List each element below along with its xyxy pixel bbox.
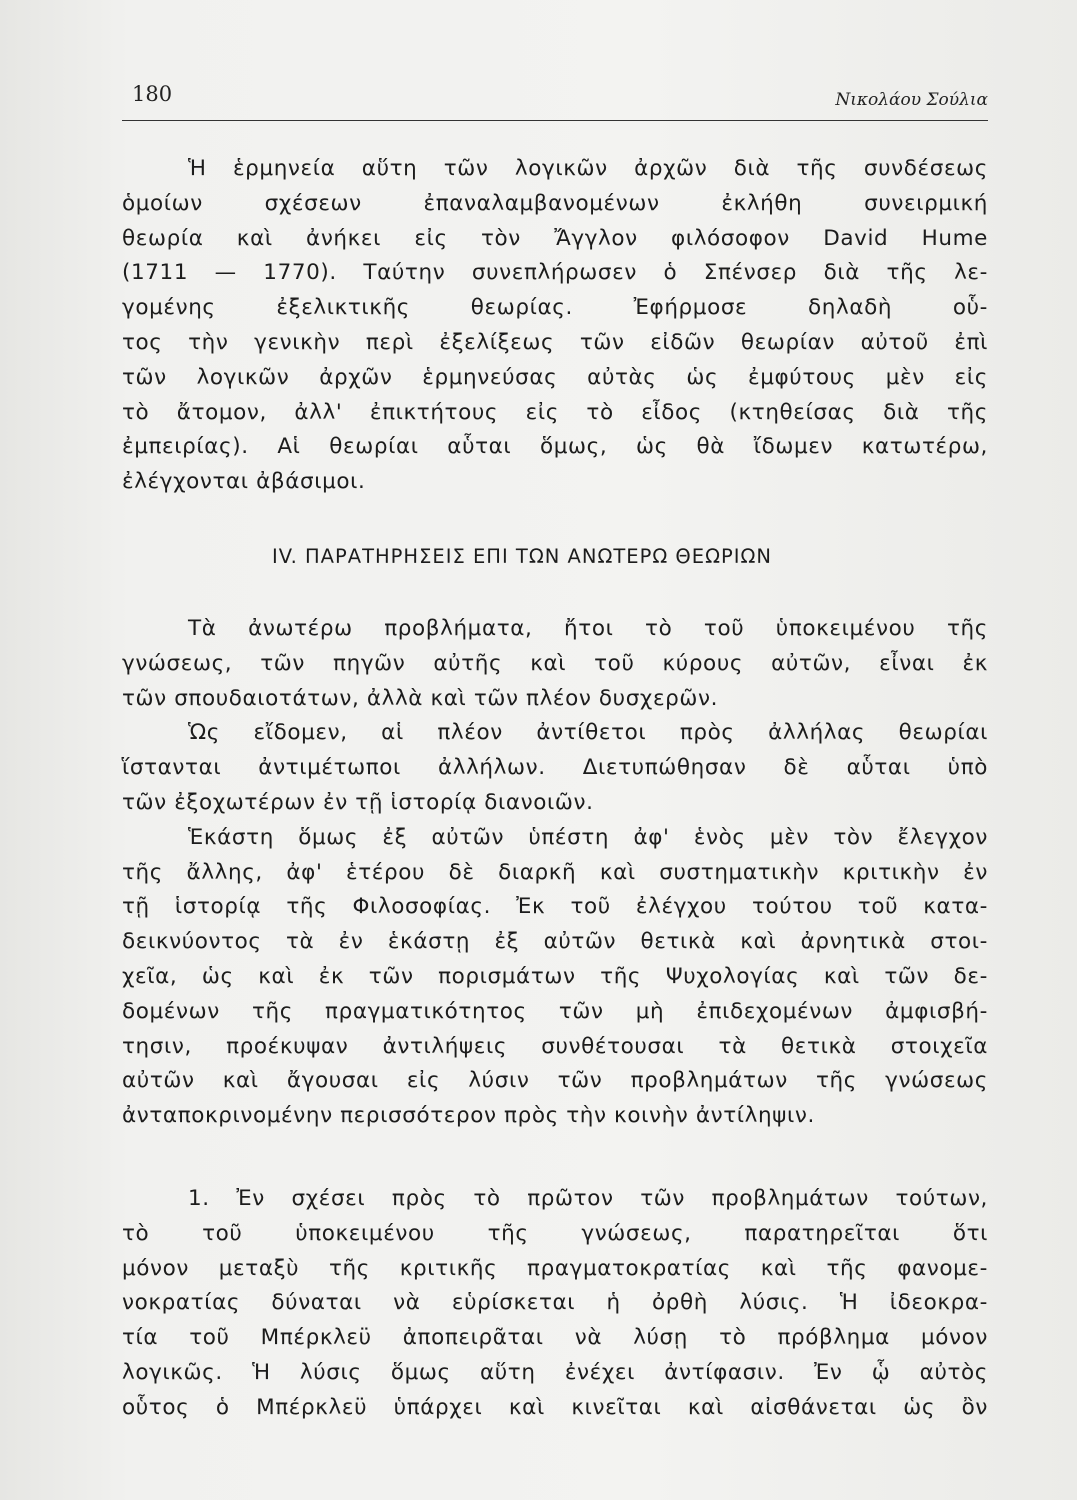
paragraph-2	[122, 612, 988, 716]
paragraph-4	[122, 821, 988, 1134]
text-line: νοκρατίας δύναται νὰ εὑρίσκεται ἡ ὀρθὴ λύσις. Ἡ ἰδεοκρα-	[122, 1290, 988, 1316]
text-line: ἐμπειρίας). Αἱ θεωρίαι αὗται ὅμως, ὡς θὰ ἴδωμεν κατωτέρω,	[122, 434, 988, 460]
running-head: Νικολάου Σούλια	[835, 90, 988, 110]
paragraph-5	[122, 1182, 988, 1426]
text-line: τησιν, προέκυψαν ἀντιλήψεις συνθέτουσαι τὰ θετικὰ στοιχεῖα	[122, 1033, 988, 1059]
text-line: Τὰ ἀνωτέρω προβλήματα, ἤτοι τὸ τοῦ ὑποκειμένου τῆς	[188, 616, 988, 641]
text-line: τία τοῦ Μπέρκλεϋ ἀποπειρᾶται νὰ λύσῃ τὸ πρόβλημα μόνον	[122, 1325, 988, 1351]
text-line: μόνον μεταξὺ τῆς κριτικῆς πραγματοκρατίας καὶ τῆς φανομε-	[122, 1255, 988, 1281]
paragraph-3	[122, 716, 988, 820]
paragraph-1	[122, 152, 988, 500]
text-line: τῆς ἄλλης, ἀφ' ἑτέρου δὲ διαρκῆ καὶ συστηματικὴν κριτικὴν ἐν	[122, 859, 988, 885]
text-line: δομένων τῆς πραγματικότητος τῶν μὴ ἐπιδεχομένων ἀμφισβή-	[122, 998, 988, 1024]
text-line: (1711 — 1770). Ταύτην συνεπλήρωσεν ὁ Σπένσερ διὰ τῆς λε-	[122, 260, 988, 286]
text-line: ὁμοίων σχέσεων ἐπαναλαμβανομένων ἐκλήθη συνειρμική	[122, 190, 988, 216]
text-line: Ἑκάστη ὅμως ἐξ αὐτῶν ὑπέστη ἀφ' ἑνὸς μὲν τὸν ἔλεγχον	[188, 824, 988, 850]
page-header	[122, 78, 988, 121]
text-line: ἀνταποκρινομένην περισσότερον πρὸς τὴν κοινὴν ἀντίληψιν.	[122, 1103, 815, 1129]
text-line: χεῖα, ὡς καὶ ἐκ τῶν πορισμάτων τῆς Ψυχολογίας καὶ τῶν δε-	[122, 963, 988, 989]
text-line: δεικνύοντος τὰ ἐν ἑκάστῃ ἐξ αὐτῶν θετικὰ καὶ ἀρνητικὰ στοι-	[122, 929, 988, 955]
page-body	[122, 152, 988, 500]
text-line: τῶν λογικῶν ἀρχῶν ἑρμηνεύσας αὐτὰς ὡς ἐμφύτους μὲν εἰς	[122, 364, 988, 390]
page-number: 180	[132, 82, 173, 106]
text-line: γομένης ἐξελικτικῆς θεωρίας. Ἐφήρμοσε δηλαδὴ οὗ-	[122, 295, 988, 321]
text-line: τῇ ἱστορίᾳ τῆς Φιλοσοφίας. Ἐκ τοῦ ἐλέγχου τούτου τοῦ κατα-	[122, 894, 988, 920]
text-line: ἵστανται ἀντιμέτωποι ἀλλήλων. Διετυπώθησαν δὲ αὗται ὑπὸ	[122, 755, 988, 781]
text-line: τῶν σπουδαιοτάτων, ἀλλὰ καὶ τῶν πλέον δυσχερῶν.	[122, 685, 719, 711]
text-line: οὗτος ὁ Μπέρκλεϋ ὑπάρχει καὶ κινεῖται καὶ αἰσθάνεται ὡς ὂν	[122, 1394, 988, 1420]
text-line: θεωρία καὶ ἀνήκει εἰς τὸν Ἄγγλον φιλόσοφον David Hume	[122, 225, 988, 251]
text-line: Ἡ ἑρμηνεία αὕτη τῶν λογικῶν ἀρχῶν διὰ τῆς συνδέσεως	[188, 156, 988, 181]
text-line: 1. Ἐν σχέσει πρὸς τὸ πρῶτον τῶν προβλημάτων τούτων,	[188, 1186, 988, 1211]
text-line: τῶν ἐξοχωτέρων ἐν τῇ ἱστορίᾳ διανοιῶν.	[122, 789, 594, 815]
text-line: Ὡς εἴδομεν, αἱ πλέον ἀντίθετοι πρὸς ἀλλήλας θεωρίαι	[188, 720, 988, 746]
page-body-final	[122, 1182, 988, 1426]
section-heading: IV. ΠΑΡΑΤΗΡΗΣΕΙΣ ΕΠΙ ΤΩΝ ΑΝΩΤΕΡΩ ΘΕΩΡΙΩΝ	[272, 545, 773, 568]
text-line: αὐτῶν καὶ ἄγουσαι εἰς λύσιν τῶν προβλημάτων τῆς γνώσεως	[122, 1068, 988, 1094]
text-line: τὸ ἄτομον, ἀλλ' ἐπικτήτους εἰς τὸ εἶδος (κτηθείσας διὰ τῆς	[122, 399, 988, 425]
text-line: γνώσεως, τῶν πηγῶν αὐτῆς καὶ τοῦ κύρους αὐτῶν, εἶναι ἐκ	[122, 650, 988, 676]
page-body-continued	[122, 612, 988, 1134]
text-line: τος τὴν γενικὴν περὶ ἐξελίξεως τῶν εἰδῶν θεωρίαν αὐτοῦ ἐπὶ	[122, 329, 988, 355]
text-line: λογικῶς. Ἡ λύσις ὅμως αὕτη ἐνέχει ἀντίφασιν. Ἐν ᾧ αὐτὸς	[122, 1359, 988, 1385]
text-line: τὸ τοῦ ὑποκειμένου τῆς γνώσεως, παρατηρεῖται ὅτι	[122, 1220, 988, 1246]
text-line: ἐλέγχονται ἀβάσιμοι.	[122, 469, 366, 495]
